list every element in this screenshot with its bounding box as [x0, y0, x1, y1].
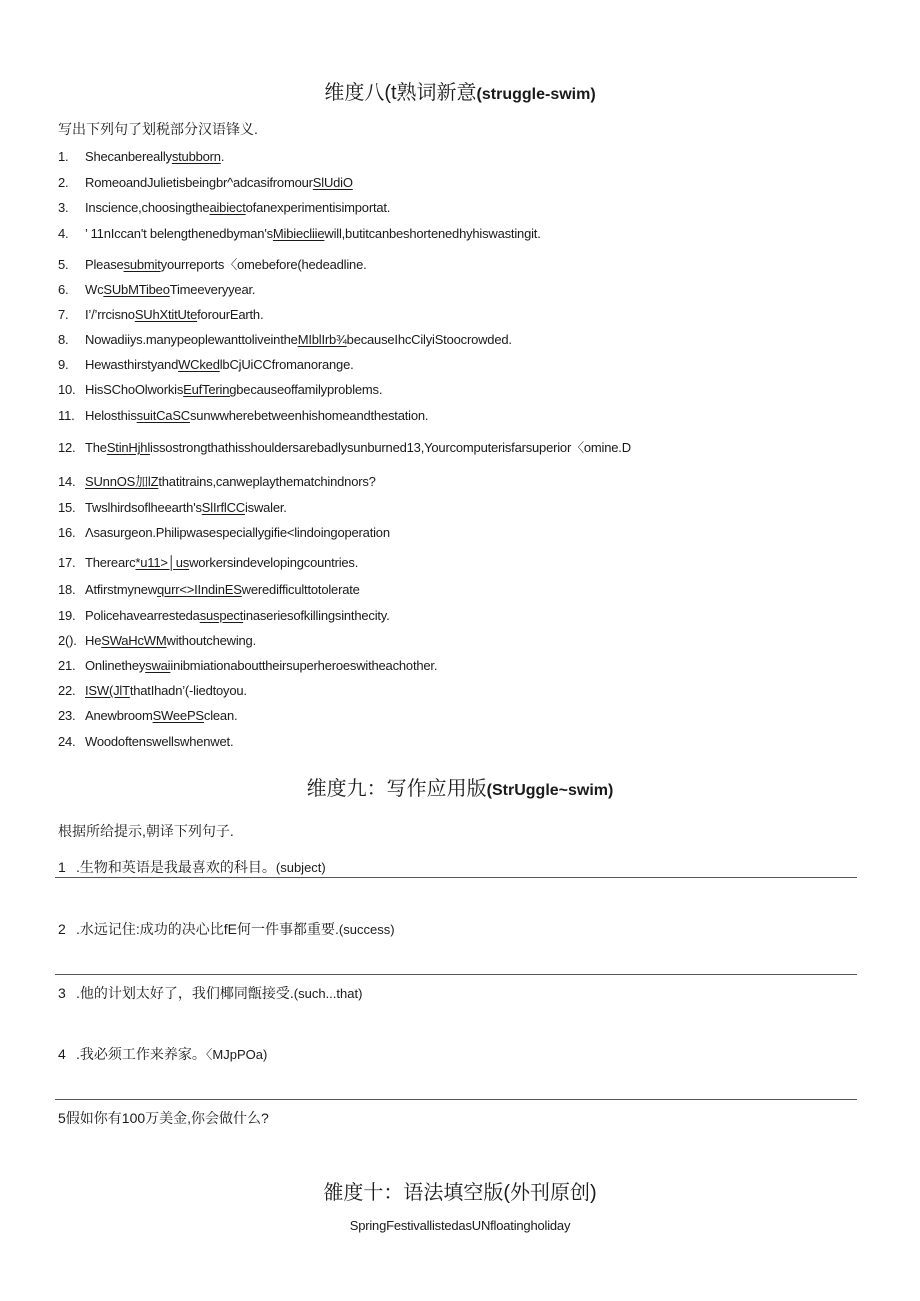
exercise-item — [58, 149, 224, 164]
translation-item — [58, 857, 326, 877]
item-number: 24. — [58, 734, 76, 749]
item-text-before: Therearc — [85, 555, 136, 570]
exercise-item — [58, 226, 541, 241]
item-number: 11. — [58, 408, 75, 423]
item-text-after: will,butitcanbeshortenedhyhiswastingit. — [324, 226, 541, 241]
section9-title-cn: 维度九：写作应用版 — [306, 778, 487, 800]
item-number: 1. — [58, 149, 69, 164]
exercise-item — [58, 357, 354, 372]
item-text-before: Onlinethey — [85, 658, 146, 673]
item-number: 3. — [58, 200, 69, 215]
item-text-after: thatIhadn’(-liedtoyou. — [129, 683, 247, 698]
item-text-before: Inscience,choosingthe — [85, 200, 210, 215]
translation-hint: (such...that) — [293, 986, 363, 1001]
translation-prompt: .我必须工作来养家。 — [76, 1046, 206, 1062]
item-number: 2(). — [58, 633, 77, 648]
item-number: 5. — [58, 257, 69, 272]
translation-item — [58, 919, 395, 939]
item-text-before: RomeoandJulietisbeingbr^adcasifromour — [85, 175, 313, 190]
exercise-item — [58, 525, 390, 540]
translation-prompt: .水远记住:成功的决心比fE何一件事都重要. — [76, 921, 339, 937]
item-underlined-word: qurr<>IIndinES — [157, 582, 242, 597]
item-text-before: The — [85, 440, 107, 455]
answer-line — [55, 877, 857, 878]
item-underlined-word: submit — [123, 257, 161, 272]
exercise-item — [58, 200, 390, 215]
item-number: 17. — [58, 555, 76, 570]
item-underlined-word: swai — [145, 658, 171, 673]
item-number: 23. — [58, 708, 76, 723]
item-number: 22. — [58, 683, 76, 698]
item-underlined-word: ISW(JlT — [85, 683, 130, 698]
item-text-before: I’/’rrcisno — [85, 307, 135, 322]
item-text-before: Please — [85, 257, 124, 272]
exercise-item — [58, 582, 360, 597]
item-underlined-word: SUhXtitUte — [134, 307, 198, 322]
item-text-before: Nowadiiys.manypeoplewanttoliveinthe — [85, 332, 298, 347]
item-number: 4. — [58, 226, 69, 241]
section9-title-en: (StrUggle~swim) — [486, 782, 614, 799]
item-number: 2. — [58, 175, 69, 190]
item-underlined-word: SUbMTibeo — [103, 282, 170, 297]
item-text-after: forourEarth. — [197, 307, 264, 322]
item-text-before: He — [85, 633, 102, 648]
exercise-item — [58, 734, 233, 749]
item-text-after: ofanexperimentisimportat. — [245, 200, 391, 215]
item-text-before: Atfirstmynew — [85, 582, 158, 597]
exercise-item — [58, 307, 263, 322]
section8-title-en: (struggle-swim) — [476, 86, 596, 103]
item-underlined-word: SUnnOS加lZ — [85, 474, 159, 489]
item-text-after: lbCjUiCCfromanorange. — [219, 357, 354, 372]
translation-number: 2 — [58, 921, 66, 937]
exercise-item — [58, 332, 512, 347]
exercise-item — [58, 633, 256, 648]
item-number: 21. — [58, 658, 76, 673]
item-underlined-word: suspect — [199, 608, 244, 623]
translation-number: 3 — [58, 985, 66, 1001]
item-text-after: Timeeveryyear. — [169, 282, 256, 297]
item-number: 16. — [58, 525, 76, 540]
exercise-item — [58, 382, 382, 397]
section8-title-cn: 维度八(t熟词新意 — [324, 82, 477, 104]
article-title: SpringFestivallistedasUNfloatingholiday — [349, 1218, 571, 1233]
item-number: 12. — [58, 440, 76, 455]
item-text-before: Λsasurgeon.Philipwasespeciallygifie<lindoingoperation — [85, 525, 390, 540]
item-text-after: sunwwherebetweenhishomeandthestation. — [189, 408, 429, 423]
item-number: 6. — [58, 282, 69, 297]
translation-prompt: 5假如你有100万美金,你会做什么? — [58, 1110, 269, 1126]
item-number: 10. — [58, 382, 76, 397]
item-underlined-word: SWaHcWM — [101, 633, 167, 648]
item-text-after: issostrongthathisshouldersarebadlysunburned13,Yourcomputerisfarsuperior〈omine.D — [150, 440, 631, 455]
translation-prompt: .生物和英语是我最喜欢的科目。 — [76, 859, 276, 875]
exercise-item — [58, 608, 390, 623]
item-underlined-word: Mibiecliie — [272, 226, 325, 241]
item-text-after: withoutchewing. — [166, 633, 256, 648]
item-text-before: Hewasthirstyand — [85, 357, 179, 372]
item-text-after: becauseoffamilyproblems. — [236, 382, 383, 397]
item-number: 14. — [58, 474, 76, 489]
section8-title — [0, 76, 920, 105]
translation-number: 4 — [58, 1046, 66, 1062]
item-number: 8. — [58, 332, 69, 347]
item-text-after: clean. — [203, 708, 238, 723]
item-text-after: thatitrains,canweplaythematchindnors? — [158, 474, 376, 489]
item-underlined-word: suitCaSC — [136, 408, 190, 423]
item-text-before: Helosthis — [85, 408, 137, 423]
item-text-before: HisSChoOlworkis — [85, 382, 184, 397]
item-number: 18. — [58, 582, 76, 597]
item-underlined-word: SlIrflCC — [201, 500, 245, 515]
section9-instruction: 根据所给提示,朝译下列句子. — [58, 823, 234, 839]
item-text-before: Anewbroom — [85, 708, 153, 723]
item-underlined-word: *u11>│us — [135, 555, 190, 570]
item-text-before: Woodoftenswellswhenwet. — [85, 734, 234, 749]
item-text-after: . — [220, 149, 225, 164]
section8-instruction: 写出下列句了划税部分汉语锋义. — [58, 121, 258, 137]
exercise-item — [58, 708, 237, 723]
item-underlined-word: MIblIrb¾ — [297, 332, 347, 347]
item-underlined-word: EufTering — [183, 382, 237, 397]
exercise-item — [58, 555, 358, 570]
translation-hint: (success) — [338, 922, 395, 937]
exercise-item — [58, 500, 287, 515]
item-text-before: Policehavearresteda — [85, 608, 200, 623]
item-text-after: weredifficulttotolerate — [241, 582, 360, 597]
translation-hint: (subject) — [275, 860, 326, 875]
section9-title — [0, 772, 920, 801]
translation-number: 1 — [58, 859, 66, 875]
item-underlined-word: WCked — [178, 357, 220, 372]
item-text-before: Shecanbereally — [85, 149, 172, 164]
exercise-item — [58, 437, 631, 456]
exercise-item — [58, 658, 437, 673]
item-number: 7. — [58, 307, 69, 322]
item-number: 15. — [58, 500, 76, 515]
item-underlined-word: StinHjhl — [106, 440, 151, 455]
item-text-after: inaseriesofkillingsinthecity. — [243, 608, 390, 623]
item-underlined-word: SWeePS — [152, 708, 204, 723]
item-text-after: becauseIhcCilyiStoocrowded. — [346, 332, 512, 347]
translation-item — [58, 1108, 269, 1128]
translation-hint: 〈MJpPOa) — [205, 1047, 268, 1062]
item-text-after: workersindevelopingcountries. — [189, 555, 359, 570]
translation-prompt: .他的计划太好了，我们椰同甑接受. — [76, 985, 294, 1001]
item-number: 19. — [58, 608, 76, 623]
exercise-item — [58, 683, 247, 698]
item-underlined-word: stubborn — [171, 149, 221, 164]
item-text-after: inibmiationabouttheirsuperheroeswitheachother. — [170, 658, 438, 673]
item-text-after: yourreports〈omebefore(hedeadline. — [160, 257, 367, 272]
answer-line — [55, 1099, 857, 1100]
item-text-after: iswaler. — [244, 500, 287, 515]
exercise-item — [58, 254, 367, 273]
item-underlined-word: SlUdiO — [312, 175, 353, 190]
exercise-item — [58, 408, 428, 423]
exercise-item — [58, 282, 255, 297]
translation-item — [58, 1044, 267, 1064]
answer-line — [55, 974, 857, 975]
item-underlined-word: aibiect — [209, 200, 246, 215]
exercise-item — [58, 175, 353, 190]
item-text-before: Twslhirdsoflheearth's — [85, 500, 202, 515]
item-text-before: ’ 11nIccan't belengthenedbyman's — [85, 226, 273, 241]
section10-title: 雒度十：语法填空版(外刊原创) — [323, 1182, 597, 1204]
exercise-item — [58, 471, 376, 490]
item-number: 9. — [58, 357, 69, 372]
translation-item — [58, 983, 362, 1003]
item-text-before: Wc — [85, 282, 104, 297]
